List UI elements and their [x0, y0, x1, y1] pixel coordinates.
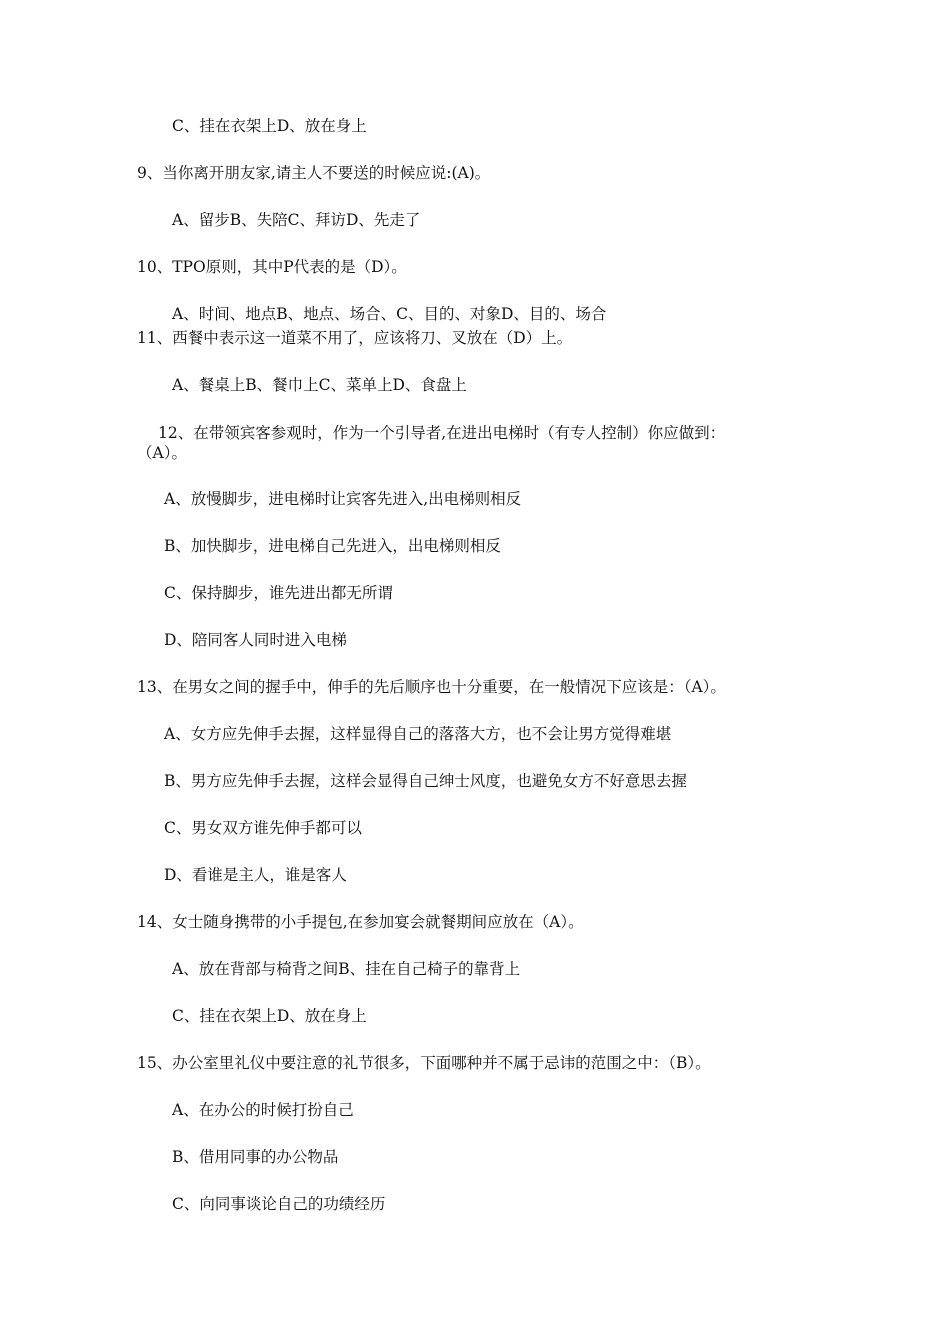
option-line: A、在办公的时候打扮自己 — [172, 1101, 354, 1119]
question-line: 13、在男女之间的握手中，伸手的先后顺序也十分重要，在一般情况下应该是：（A）。 — [137, 678, 726, 696]
option-line: C、挂在衣架上D、放在身上 — [172, 1007, 367, 1025]
question-line: 10、TPO原则，其中P代表的是（D）。 — [137, 258, 407, 276]
option-line: A、放在背部与椅背之间B、挂在自己椅子的靠背上 — [172, 960, 521, 978]
question-line: 9、当你离开朋友家,请主人不要送的时候应说:(A)。 — [137, 164, 491, 182]
option-line: C、向同事谈论自己的功绩经历 — [172, 1195, 386, 1213]
option-line: A、放慢脚步，进电梯时让宾客先进入,出电梯则相反 — [164, 490, 522, 508]
option-line: A、女方应先伸手去握，这样显得自己的落落大方，也不会让男方觉得难堪 — [164, 725, 672, 743]
question-line: 12、在带领宾客参观时，作为一个引导者,在进出电梯时（有专人控制）你应做到： — [158, 424, 726, 442]
question-line-continued: （A）。 — [137, 444, 187, 462]
option-line: A、留步B、失陪C、拜访D、先走了 — [172, 211, 421, 229]
question-line: 15、办公室里礼仪中要注意的礼节很多，下面哪种并不属于忌讳的范围之中：（B）。 — [137, 1054, 711, 1072]
question-line: 11、西餐中表示这一道菜不用了，应该将刀、叉放在（D）上。 — [137, 329, 573, 347]
option-line: A、餐桌上B、餐巾上C、菜单上D、食盘上 — [172, 376, 467, 394]
option-line: C、挂在衣架上D、放在身上 — [172, 117, 367, 135]
question-line: 14、女士随身携带的小手提包,在参加宴会就餐期间应放在（A）。 — [137, 913, 584, 931]
option-line: D、陪同客人同时进入电梯 — [164, 631, 347, 649]
option-line: B、加快脚步，进电梯自己先进入，出电梯则相反 — [164, 537, 501, 555]
option-line: A、时间、地点B、地点、场合、C、目的、对象D、目的、场合 — [172, 305, 607, 323]
option-line: B、男方应先伸手去握，这样会显得自己绅士风度，也避免女方不好意思去握 — [164, 772, 687, 790]
option-line: C、保持脚步，谁先进出都无所谓 — [164, 584, 393, 602]
option-line: C、男女双方谁先伸手都可以 — [164, 819, 362, 837]
option-line: D、看谁是主人，谁是客人 — [164, 866, 347, 884]
option-line: B、借用同事的办公物品 — [172, 1148, 339, 1166]
